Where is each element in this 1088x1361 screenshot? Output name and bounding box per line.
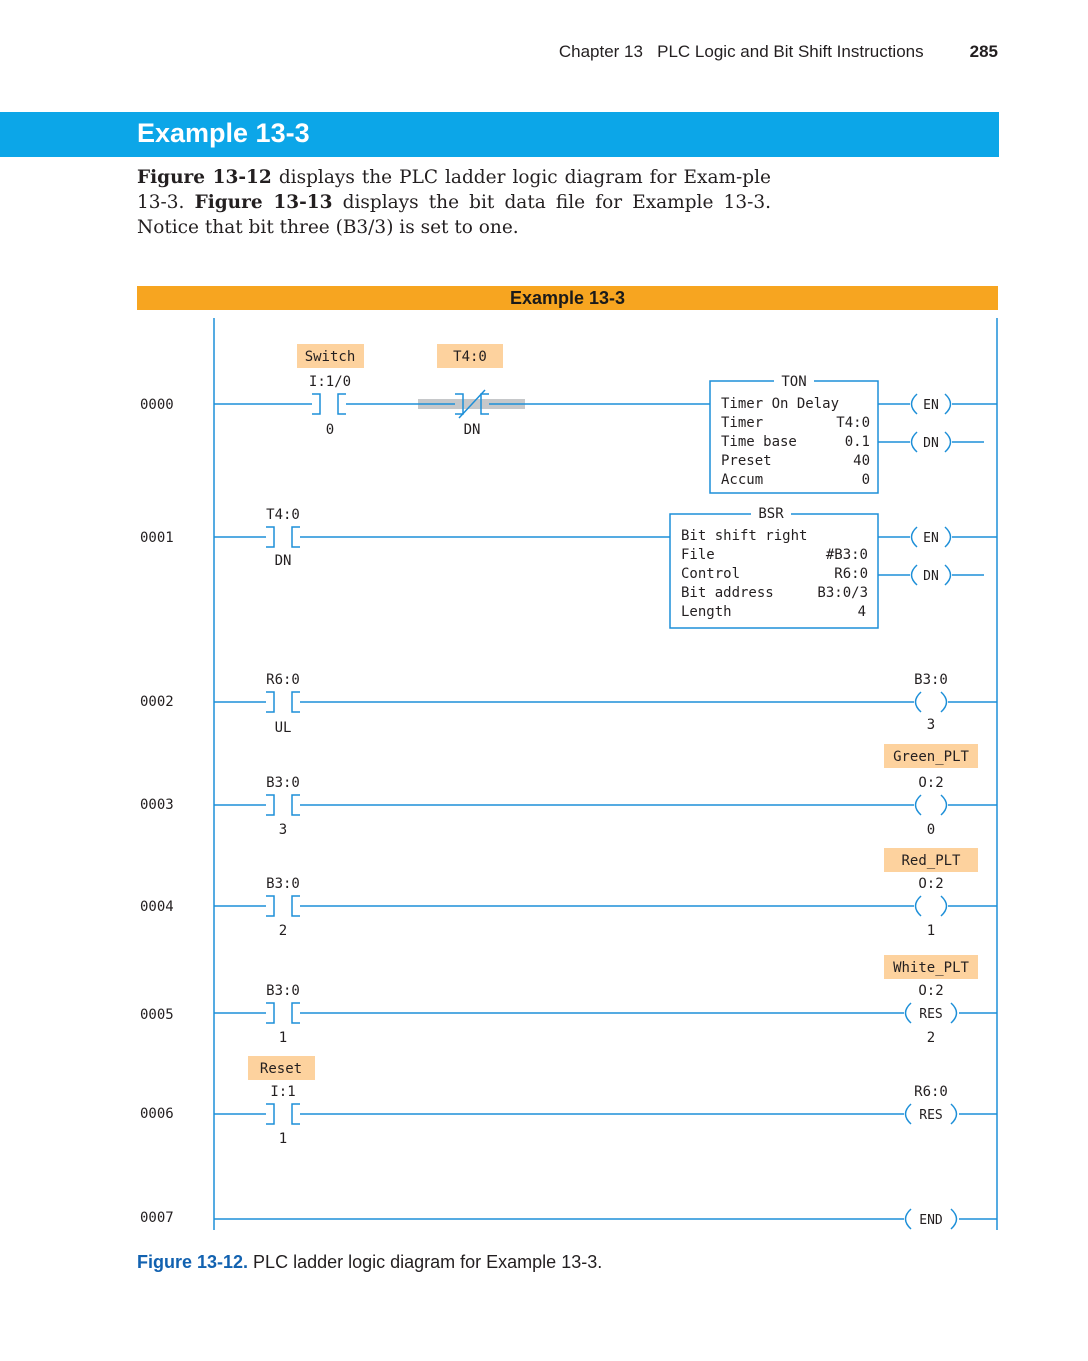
caption-text: PLC ladder logic diagram for Example 13-3.: [248, 1252, 603, 1272]
tag-label-switch: Switch: [304, 349, 356, 365]
contact-bit: 0: [325, 422, 335, 438]
ton-row-label: Preset: [721, 453, 772, 469]
tag-label-green-plt: Green_PLT: [893, 749, 969, 765]
contact-bit: DN: [274, 553, 292, 569]
ton-box-title: TON: [781, 374, 807, 390]
examine-off-contact: [418, 390, 525, 418]
contact-address: B3:0: [266, 983, 300, 999]
bsr-row-label: File: [681, 547, 715, 563]
coil-bit: 0: [926, 822, 936, 838]
examine-on-contact: [266, 1003, 300, 1023]
contact-bit: 1: [278, 1030, 288, 1046]
coil-address: O:2: [918, 775, 944, 791]
rung-number: 0006: [140, 1106, 174, 1122]
figure-ref-1: Figure 13-12: [137, 167, 272, 188]
coil-label-en: EN: [923, 398, 939, 413]
tag-label-white-plt: White_PLT: [893, 960, 969, 976]
bsr-row-label: Control: [681, 566, 741, 582]
contact-bit: 1: [278, 1131, 288, 1147]
contact-bit: DN: [463, 422, 481, 438]
intro-text-2: displays the bit data file for Example 13-3. Notice that bit three (B3/3) is set to one.: [137, 192, 771, 238]
page-number: 285: [969, 42, 998, 61]
rung-number: 0002: [140, 694, 174, 710]
tag-label-red-plt: Red_PLT: [901, 853, 961, 869]
chapter-number: Chapter 13: [558, 42, 643, 61]
examine-on-contact: [266, 692, 300, 712]
figure-ref-2: Figure 13-13: [194, 192, 333, 213]
bsr-row-label: Length: [681, 604, 732, 620]
ton-row-label: Timer: [721, 415, 764, 431]
rung-number: 0005: [140, 1007, 174, 1023]
output-coil: [916, 692, 947, 712]
bsr-row-value: R6:0: [834, 566, 868, 582]
bsr-row-value: B3:0/3: [817, 585, 868, 601]
tag-label-reset: Reset: [259, 1061, 303, 1077]
coil-bit: 1: [926, 923, 936, 939]
ton-row-label: Accum: [721, 472, 764, 488]
rung-0007: [906, 1209, 957, 1229]
coil-label-en: EN: [923, 531, 939, 546]
contact-bit: 2: [278, 923, 288, 939]
coil-address: O:2: [918, 876, 944, 892]
rung-number: 0003: [140, 797, 174, 813]
rung-numbers: [140, 397, 174, 1226]
bsr-box-title: BSR: [758, 506, 784, 522]
tag-label-timer: T4:0: [453, 349, 487, 365]
ton-row-label: Timer On Delay: [721, 396, 840, 412]
rung-0006: [248, 1056, 957, 1147]
intro-text-1: displays the PLC ladder logic diagram for Exam-ple 13-3.: [137, 167, 771, 213]
figure-caption: [137, 1252, 602, 1273]
coil-bit: 2: [926, 1030, 936, 1046]
rung-0004: [266, 848, 978, 939]
rung-number: 0001: [140, 530, 174, 546]
coil-label-dn: DN: [923, 436, 939, 451]
contact-bit: UL: [274, 720, 292, 736]
contact-bit: 3: [278, 822, 288, 838]
rung-0002: [266, 672, 948, 736]
examine-on-contact: [266, 795, 300, 815]
bsr-row-label: Bit shift right: [681, 528, 808, 544]
bsr-row-value: #B3:0: [825, 547, 868, 563]
rung-0000: [297, 344, 951, 493]
contact-address: B3:0: [266, 876, 300, 892]
contact-address: B3:0: [266, 775, 300, 791]
ton-row-value: 0: [861, 472, 870, 488]
rung-0005: [266, 955, 978, 1046]
contact-address: R6:0: [266, 672, 300, 688]
examine-on-contact: [266, 527, 300, 547]
bsr-row-value: 4: [857, 604, 866, 620]
contact-address: I:1/0: [308, 374, 352, 390]
examine-on-contact: [266, 1104, 300, 1124]
ton-row-value: 40: [853, 453, 870, 469]
rung-0001-wiring: [214, 537, 997, 575]
bsr-row-label: Bit address: [681, 585, 774, 601]
coil-label-res: RES: [919, 1007, 943, 1022]
examine-on-contact: [266, 896, 300, 916]
contact-address: T4:0: [266, 507, 300, 523]
rung-number: 0000: [140, 397, 174, 413]
ton-row-label: Time base: [721, 434, 797, 450]
rung-number: 0004: [140, 899, 174, 915]
ton-row-value: T4:0: [836, 415, 870, 431]
rung-0001: [266, 506, 951, 628]
coil-bit: 3: [926, 717, 936, 733]
rung-0003: [266, 744, 978, 838]
coil-address: O:2: [918, 983, 944, 999]
chapter-title: PLC Logic and Bit Shift Instructions: [657, 42, 924, 61]
caption-label: Figure 13-12.: [137, 1252, 249, 1272]
rung-number: 0007: [140, 1210, 174, 1226]
example-title: Example 13-3: [137, 118, 310, 148]
coil-address: B3:0: [914, 672, 948, 688]
contact-address: I:1: [270, 1084, 296, 1100]
coil-address: R6:0: [914, 1084, 948, 1100]
coil-label-res: RES: [919, 1108, 943, 1123]
output-coil: [916, 896, 947, 916]
coil-label-dn: DN: [923, 569, 939, 584]
examine-on-contact: [312, 394, 346, 414]
end-label: END: [919, 1213, 943, 1228]
ton-row-value: 0.1: [844, 434, 870, 450]
diagram-header: Example 13-3: [137, 286, 998, 310]
output-coil: [916, 795, 947, 815]
